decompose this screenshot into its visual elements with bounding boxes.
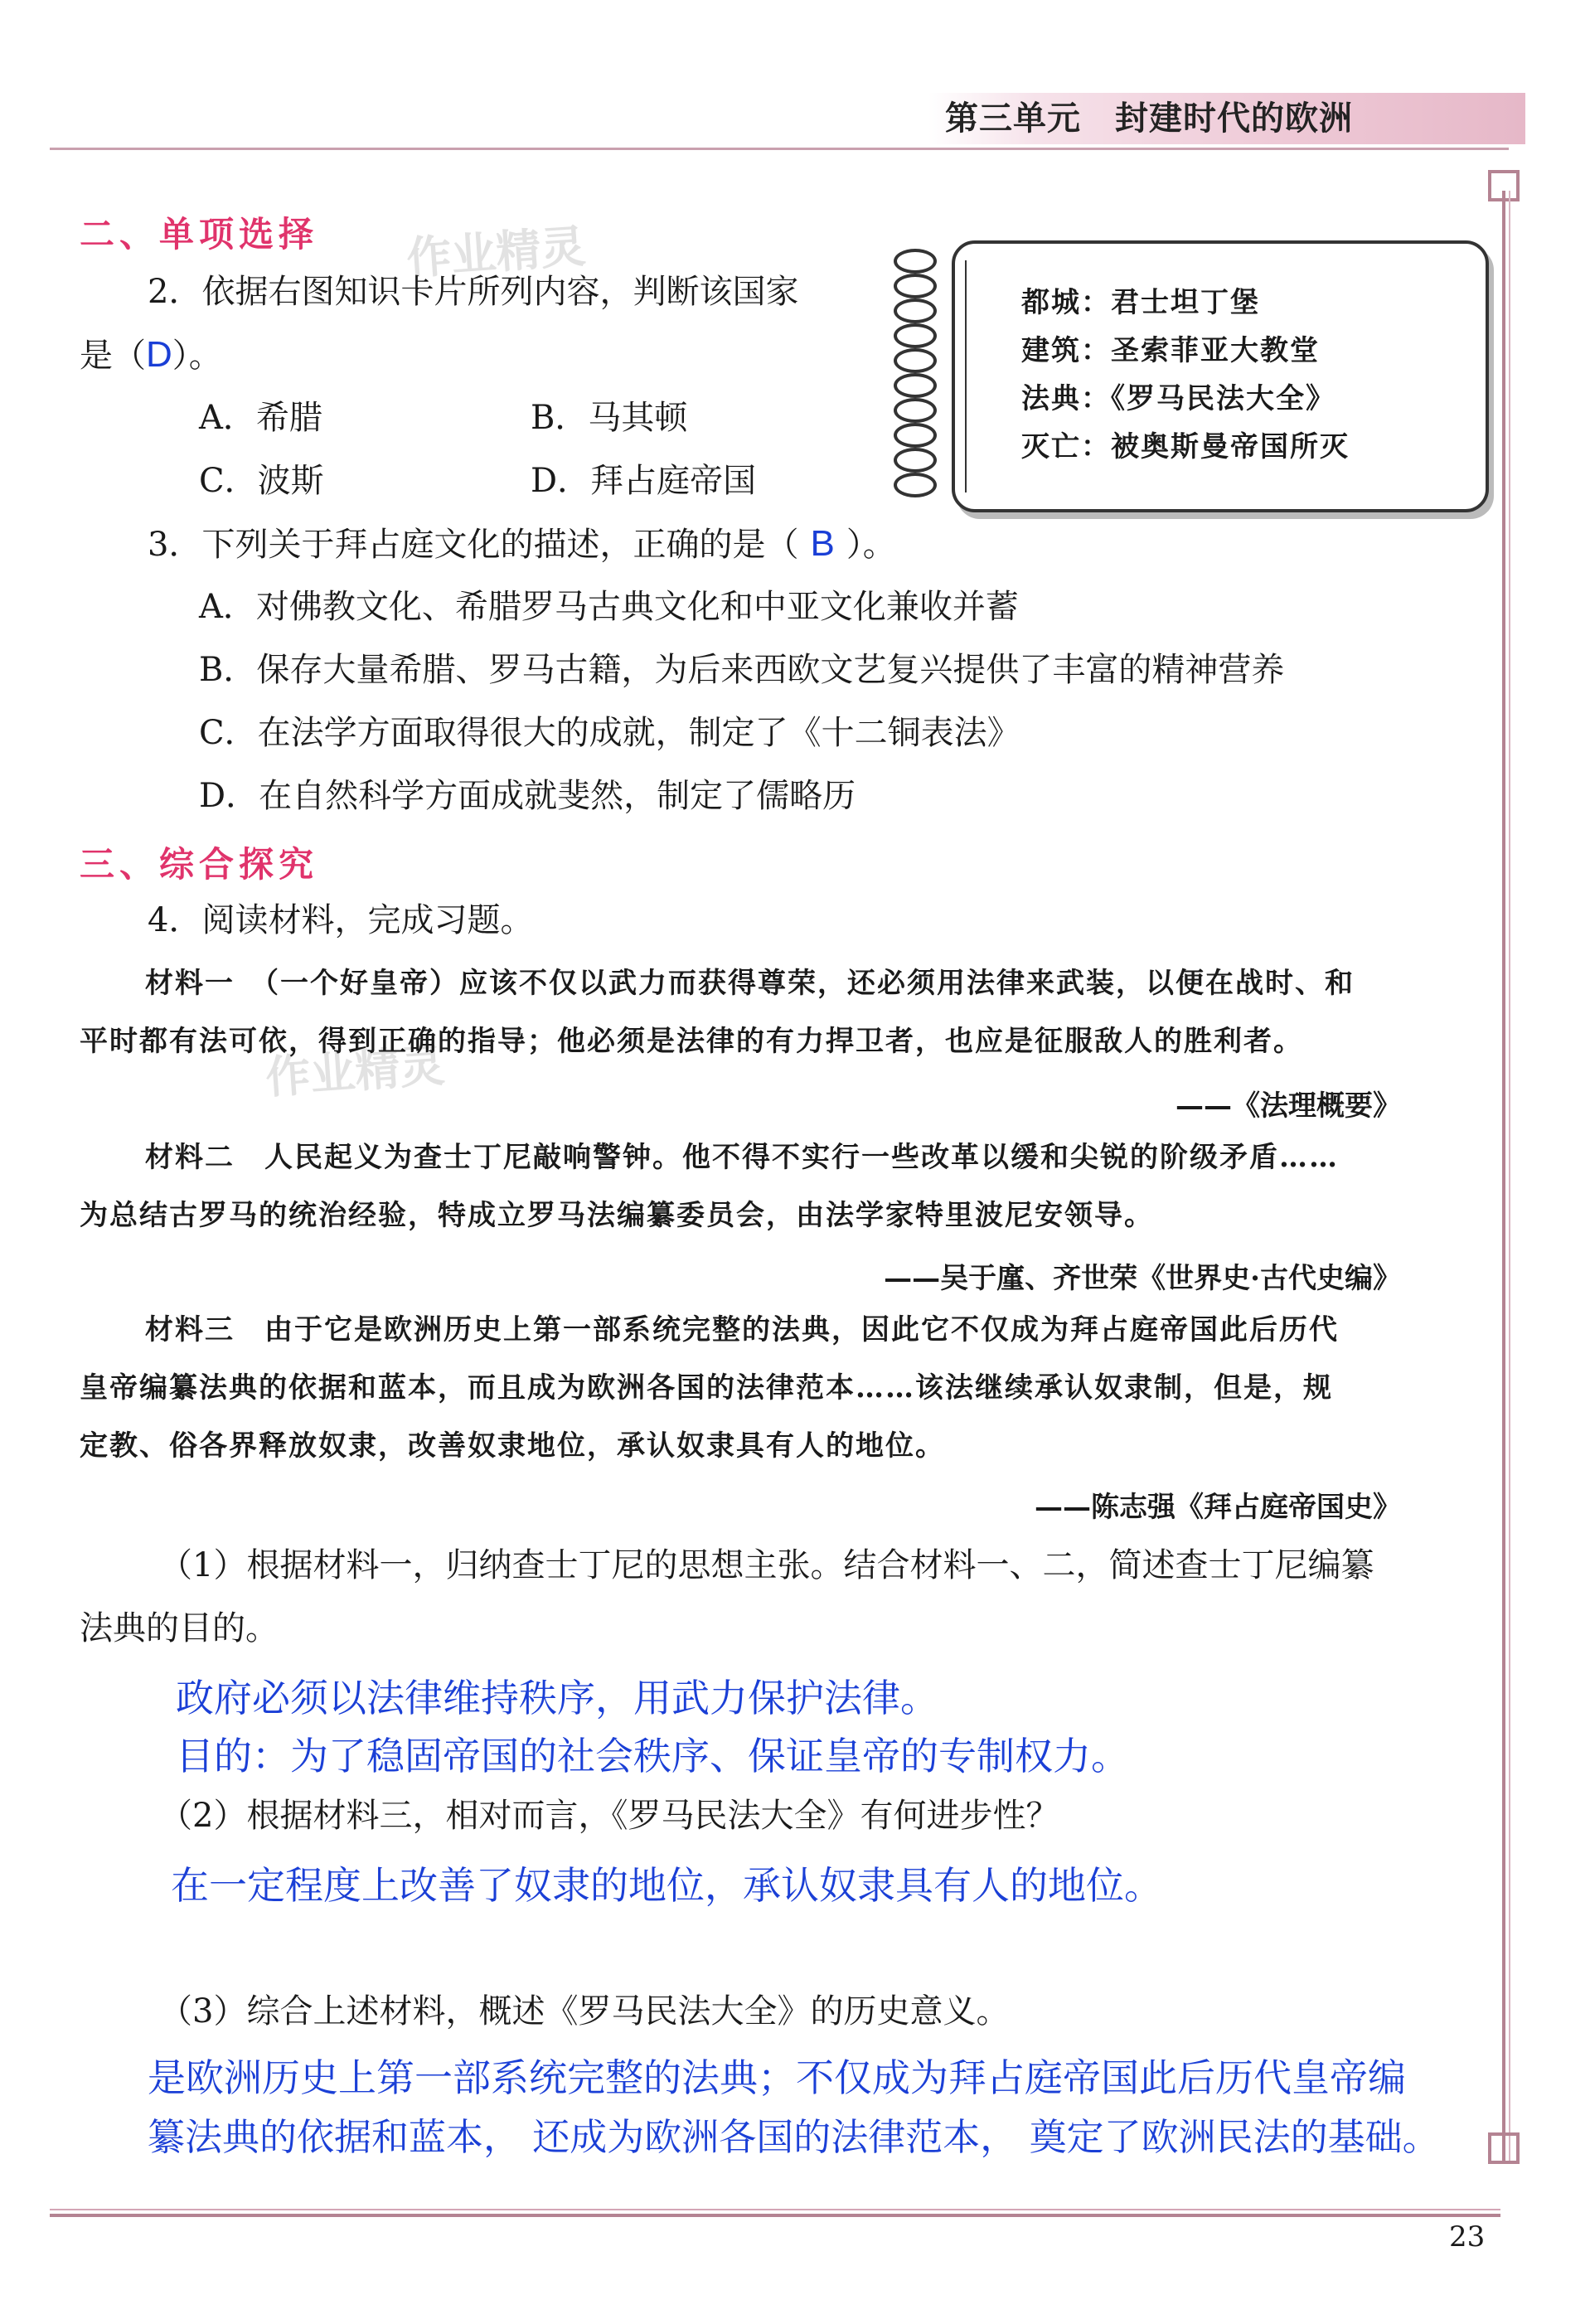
q3-bracket-close: ）。: [846, 526, 896, 564]
sub-question-2: （2）根据材料三，相对而言，《罗马民法大全》有何进步性？: [159, 1797, 1059, 1835]
card-line-architecture: 建筑：圣索菲亚大教堂: [1021, 334, 1320, 367]
header-divider: [50, 148, 1509, 150]
q2-stem-line1: 2．依据右图知识卡片所列内容，判断该国家: [148, 273, 799, 311]
q3-option-b: B．保存大量希腊、罗马古籍，为后来西欧文艺复兴提供了丰富的精神营养: [199, 651, 1285, 689]
q3-stem: [148, 519, 896, 570]
card-line-fall: 灭亡：被奥斯曼帝国所灭: [1021, 430, 1350, 463]
card-spiral-rings: [894, 249, 943, 497]
frame-right-border-inner: [1509, 191, 1510, 2164]
answer-2: 在一定程度上改善了奴隶的地位，承认奴隶具有人的地位。: [171, 1863, 1162, 1908]
material3-line1: 材料三 由于它是欧洲历史上第一部系统完整的法典，因此它不仅成为拜占庭帝国此后历代: [145, 1313, 1339, 1346]
watermark: 作业精灵: [405, 220, 588, 285]
unit-title: 第三单元 封建时代的欧洲: [945, 99, 1353, 138]
material3-source: ——陈志强《拜占庭帝国史》: [1035, 1491, 1401, 1524]
material2-source: ——吴于廑、齐世荣《世界史·古代史编》: [884, 1262, 1401, 1295]
card-lines: [1021, 279, 1350, 471]
q3-option-c: C．在法学方面取得很大的成就，制定了《十二铜表法》: [199, 714, 1020, 752]
card-margin-line: [965, 260, 967, 492]
q3-option-d: D．在自然科学方面成就斐然，制定了儒略历: [199, 777, 856, 815]
section-title-single-choice: 二、单项选择: [80, 214, 319, 255]
sub-question-1-line2: 法典的目的。: [80, 1609, 279, 1647]
q2-bracket-open: 是（: [80, 337, 146, 375]
material2-line2: 为总结古罗马的统治经验，特成立罗马法编纂委员会，由法学家特里波尼安领导。: [80, 1199, 1154, 1232]
sub-question-1-line1: （1）根据材料一，归纳查士丁尼的思想主张。结合材料一、二，简述查士丁尼编纂: [159, 1546, 1374, 1584]
answer-1-line1: 政府必须以法律维持秩序，用武力保护法律。: [176, 1676, 938, 1720]
answer-3-line1: 是欧洲历史上第一部系统完整的法典；不仅成为拜占庭帝国此后历代皇帝编: [148, 2055, 1406, 2100]
frame-right-border: [1502, 191, 1505, 2164]
q2-option-a: A．希腊: [199, 399, 322, 437]
q2-stem-line2: [80, 330, 222, 381]
q2-option-b: B．马其顿: [531, 399, 688, 437]
watermark: 作业精灵: [264, 1039, 447, 1104]
material3-line3: 定教、俗各界释放奴隶，改善奴隶地位，承认奴隶具有人的地位。: [80, 1429, 945, 1463]
knowledge-card: [952, 240, 1489, 512]
q2-answer: D: [146, 334, 172, 375]
answer-1-line2: 目的：为了稳固帝国的社会秩序、保证皇帝的专制权力。: [176, 1734, 1129, 1778]
section-title-comprehensive: 三、综合探究: [80, 844, 319, 885]
frame-bottom-border: [50, 2209, 1500, 2210]
q3-stem-text: 3．下列关于拜占庭文化的描述，正确的是（: [148, 526, 799, 564]
material2-line1: 材料二 人民起义为查士丁尼敲响警钟。他不得不实行一些改革以缓和尖锐的阶级矛盾……: [145, 1141, 1339, 1174]
material1-line1: 材料一 （一个好皇帝）应该不仅以武力而获得尊荣，还必须用法律来武装，以便在战时、和: [145, 967, 1355, 1000]
material3-line2: 皇帝编纂法典的依据和蓝本，而且成为欧洲各国的法律范本……该法继续承认奴隶制，但是，规: [80, 1371, 1333, 1405]
q4-stem: 4．阅读材料，完成习题。: [148, 901, 534, 939]
material1-source: ——《法理概要》: [1176, 1089, 1401, 1123]
q3-option-a: A．对佛教文化、希腊罗马古典文化和中亚文化兼收并蓄: [199, 588, 1019, 626]
card-line-code: 法典：《罗马民法大全》: [1021, 382, 1336, 415]
frame-bottom-border-thick: [50, 2214, 1500, 2217]
page-number: 23: [1449, 2220, 1486, 2254]
q2-bracket-close: ）。: [172, 337, 222, 375]
frame-corner-bottom-right: [1488, 2132, 1520, 2164]
answer-3-line2: 纂法典的依据和蓝本， 还成为欧洲各国的法律范本， 奠定了欧洲民法的基础。: [148, 2115, 1440, 2159]
card-line-capital: 都城：君士坦丁堡: [1021, 286, 1260, 319]
q2-option-d: D．拜占庭帝国: [531, 462, 757, 500]
material1-line2: 平时都有法可依，得到正确的指导；他必须是法律的有力捍卫者，也应是征服敌人的胜利者。: [80, 1025, 1303, 1058]
sub-question-3: （3）综合上述材料，概述《罗马民法大全》的历史意义。: [159, 1992, 1010, 2030]
q2-option-c: C．波斯: [199, 462, 324, 500]
q3-answer: B: [810, 523, 835, 564]
